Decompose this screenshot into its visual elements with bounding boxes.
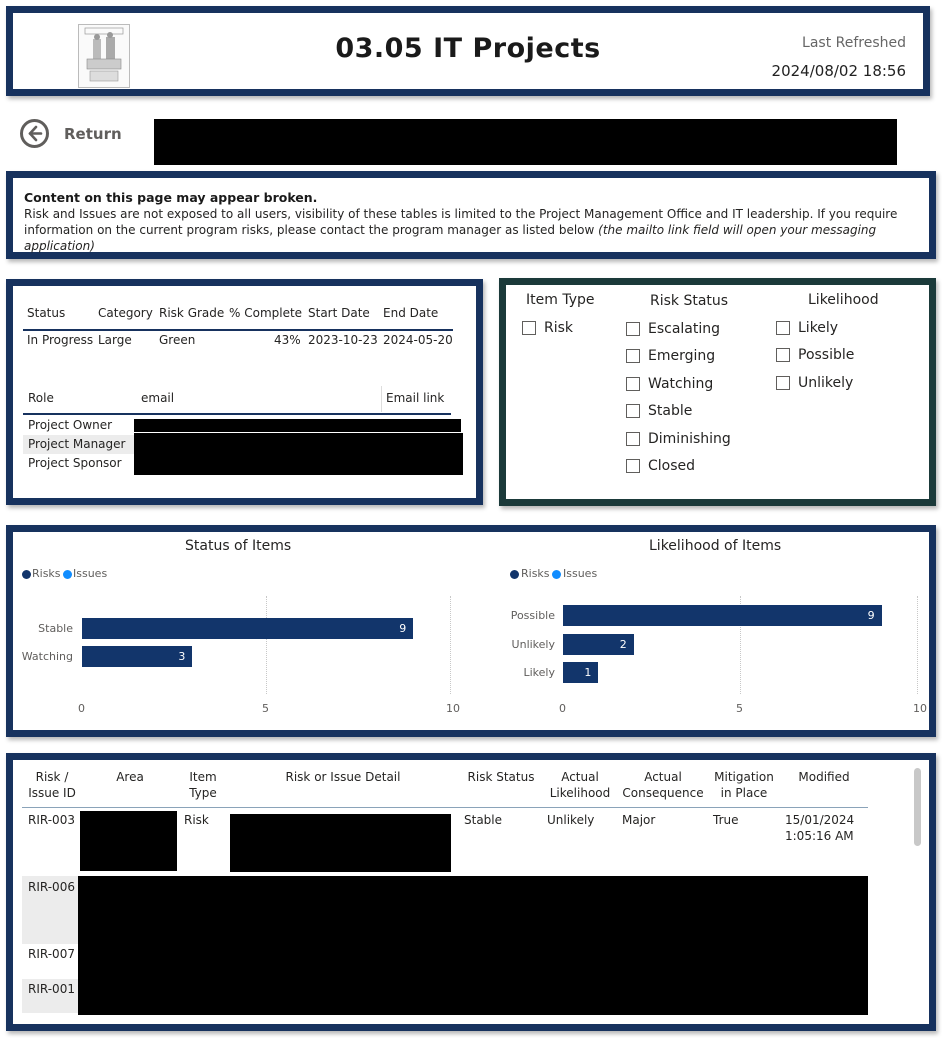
notice-body-text: Risk and Issues are not exposed to all users, visibility of these tables is limited to the Project Management Office and IT leadership. If you require information on the current program risks, please contact the program manager as listed below [24, 207, 898, 237]
col-area[interactable]: Area [116, 770, 144, 784]
bar[interactable] [82, 646, 192, 667]
cell-risk-status: Stable [464, 813, 503, 827]
legend-issues-dot [552, 570, 561, 579]
notice-heading: Content on this page may appear broken. [24, 190, 318, 205]
col-start-date: Start Date [308, 306, 370, 320]
col-risk-issue-id[interactable]: Risk / Issue ID [28, 770, 76, 800]
redacted-owner-email [134, 419, 461, 432]
return-label[interactable]: Return [64, 125, 122, 143]
checkbox-possible-label[interactable]: Possible [798, 347, 855, 363]
notice-body-italic: (the mailto link field will open your messaging application) [24, 223, 877, 253]
y-category-label: Stable [38, 622, 73, 635]
cell-risk-grade: Green [159, 333, 196, 347]
col-email: email [141, 391, 175, 405]
redacted-detail [230, 814, 451, 872]
bar-value-label: 9 [867, 609, 875, 622]
legend-risks-dot [22, 570, 31, 579]
cell-modified: 15/01/2024 1:05:16 AM [785, 813, 855, 843]
cell-mitigation: True [713, 813, 739, 827]
chart-title: Status of Items [185, 538, 292, 554]
y-category-label: Likely [523, 666, 555, 679]
cell-percent-complete: 43% [274, 333, 301, 347]
checkbox-watching-label[interactable]: Watching [648, 376, 714, 392]
checkbox-stable[interactable] [626, 404, 640, 418]
checkbox-likely[interactable] [776, 321, 790, 335]
cell-category: Large [98, 333, 132, 347]
table-header-divider [23, 329, 453, 331]
table-scrollbar[interactable] [914, 768, 921, 846]
col-actual-consequence[interactable]: Actual Consequence [622, 770, 704, 800]
checkbox-emerging-label[interactable]: Emerging [648, 348, 716, 364]
gridline [917, 596, 918, 694]
bar-value-label: 3 [178, 650, 186, 663]
legend-issues-dot [63, 570, 72, 579]
x-tick-label: 0 [559, 702, 566, 715]
x-tick-label: 5 [262, 702, 269, 715]
cell-id-rir-006: RIR-006 [28, 880, 75, 894]
checkbox-risk[interactable] [522, 321, 536, 335]
bar-value-label: 1 [584, 666, 592, 679]
checkbox-closed-label[interactable]: Closed [648, 458, 696, 474]
bar[interactable] [563, 605, 882, 626]
col-status: Status [27, 306, 66, 320]
bar[interactable] [82, 618, 413, 639]
risk-status-title: Risk Status [650, 293, 729, 309]
cell-id-rir-001: RIR-001 [28, 982, 75, 996]
legend-risks-label: Risks [32, 567, 61, 580]
redacted-rows [78, 876, 868, 1015]
col-mitigation-in-place[interactable]: Mitigation in Place [714, 770, 774, 800]
page-title: 03.05 IT Projects [335, 33, 601, 64]
back-arrow-icon[interactable] [20, 119, 49, 148]
header-panel [6, 6, 930, 96]
y-category-label: Watching [21, 650, 73, 663]
gridline [450, 596, 451, 694]
legend-issues-label: Issues [563, 567, 598, 580]
col-risk-status[interactable]: Risk Status [467, 770, 535, 784]
notice-body [24, 206, 919, 254]
legend-issues-label: Issues [73, 567, 108, 580]
cell-likelihood: Unlikely [547, 813, 595, 827]
checkbox-risk-label[interactable]: Risk [544, 320, 574, 336]
checkbox-possible[interactable] [776, 348, 790, 362]
bar-value-label: 9 [399, 622, 407, 635]
checkbox-likely-label[interactable]: Likely [798, 320, 839, 336]
checkbox-diminishing-label[interactable]: Diminishing [648, 431, 731, 447]
col-risk-grade: Risk Grade [159, 306, 225, 320]
checkbox-watching[interactable] [626, 377, 640, 391]
notice-panel [6, 171, 936, 259]
checkbox-escalating-label[interactable]: Escalating [648, 321, 721, 337]
bar-value-label: 2 [619, 638, 627, 651]
checkbox-unlikely-label[interactable]: Unlikely [798, 375, 854, 391]
bar[interactable] [563, 662, 598, 683]
cell-consequence: Major [622, 813, 656, 827]
cell-id-rir-007: RIR-007 [28, 947, 75, 961]
col-item-type[interactable]: Item Type [189, 770, 217, 800]
cell-item-type: Risk [184, 813, 209, 827]
legend-risks-dot [510, 570, 519, 579]
roles-header-divider [23, 413, 451, 415]
col-risk-issue-detail[interactable]: Risk or Issue Detail [285, 770, 401, 784]
col-email-link: Email link [386, 391, 445, 405]
x-tick-label: 0 [78, 702, 85, 715]
col-percent-complete: % Complete [229, 306, 303, 320]
legend-risks-label: Risks [521, 567, 550, 580]
checkbox-diminishing[interactable] [626, 432, 640, 446]
cell-start-date: 2023-10-23 [308, 333, 378, 347]
x-tick-label: 10 [913, 702, 927, 715]
checkbox-stable-label[interactable]: Stable [648, 403, 693, 419]
role-project-owner: Project Owner [28, 418, 113, 432]
col-actual-likelihood[interactable]: Actual Likelihood [549, 770, 611, 800]
checkbox-escalating[interactable] [626, 322, 640, 336]
redacted-contacts [134, 433, 463, 475]
filters-panel [499, 278, 936, 506]
y-category-label: Possible [510, 609, 555, 622]
col-role: Role [28, 391, 54, 405]
cell-end-date: 2024-05-20 [383, 333, 453, 347]
role-project-sponsor: Project Sponsor [28, 456, 122, 470]
gridline [266, 596, 267, 694]
roles-column-divider [381, 386, 382, 412]
cell-status: In Progress [27, 333, 94, 347]
redacted-area [80, 811, 177, 871]
role-project-manager: Project Manager [28, 437, 126, 451]
y-category-label: Unlikely [511, 638, 555, 651]
x-tick-label: 10 [446, 702, 460, 715]
col-category: Category [98, 306, 153, 320]
return-button[interactable] [18, 115, 122, 153]
checkbox-emerging[interactable] [626, 349, 640, 363]
last-refreshed-label: Last Refreshed [802, 35, 906, 51]
checkbox-closed[interactable] [626, 459, 640, 473]
x-tick-label: 5 [736, 702, 743, 715]
col-modified[interactable]: Modified [798, 770, 850, 784]
item-type-title: Item Type [526, 292, 595, 308]
last-refreshed-value: 2024/08/02 18:56 [771, 62, 906, 80]
likelihood-title: Likelihood [808, 292, 879, 308]
chart-title: Likelihood of Items [649, 538, 782, 554]
redacted-banner [154, 119, 897, 165]
col-end-date: End Date [383, 306, 439, 320]
cell-id: RIR-003 [28, 813, 75, 827]
risk-table-header-divider [22, 807, 868, 808]
checkbox-unlikely[interactable] [776, 376, 790, 390]
